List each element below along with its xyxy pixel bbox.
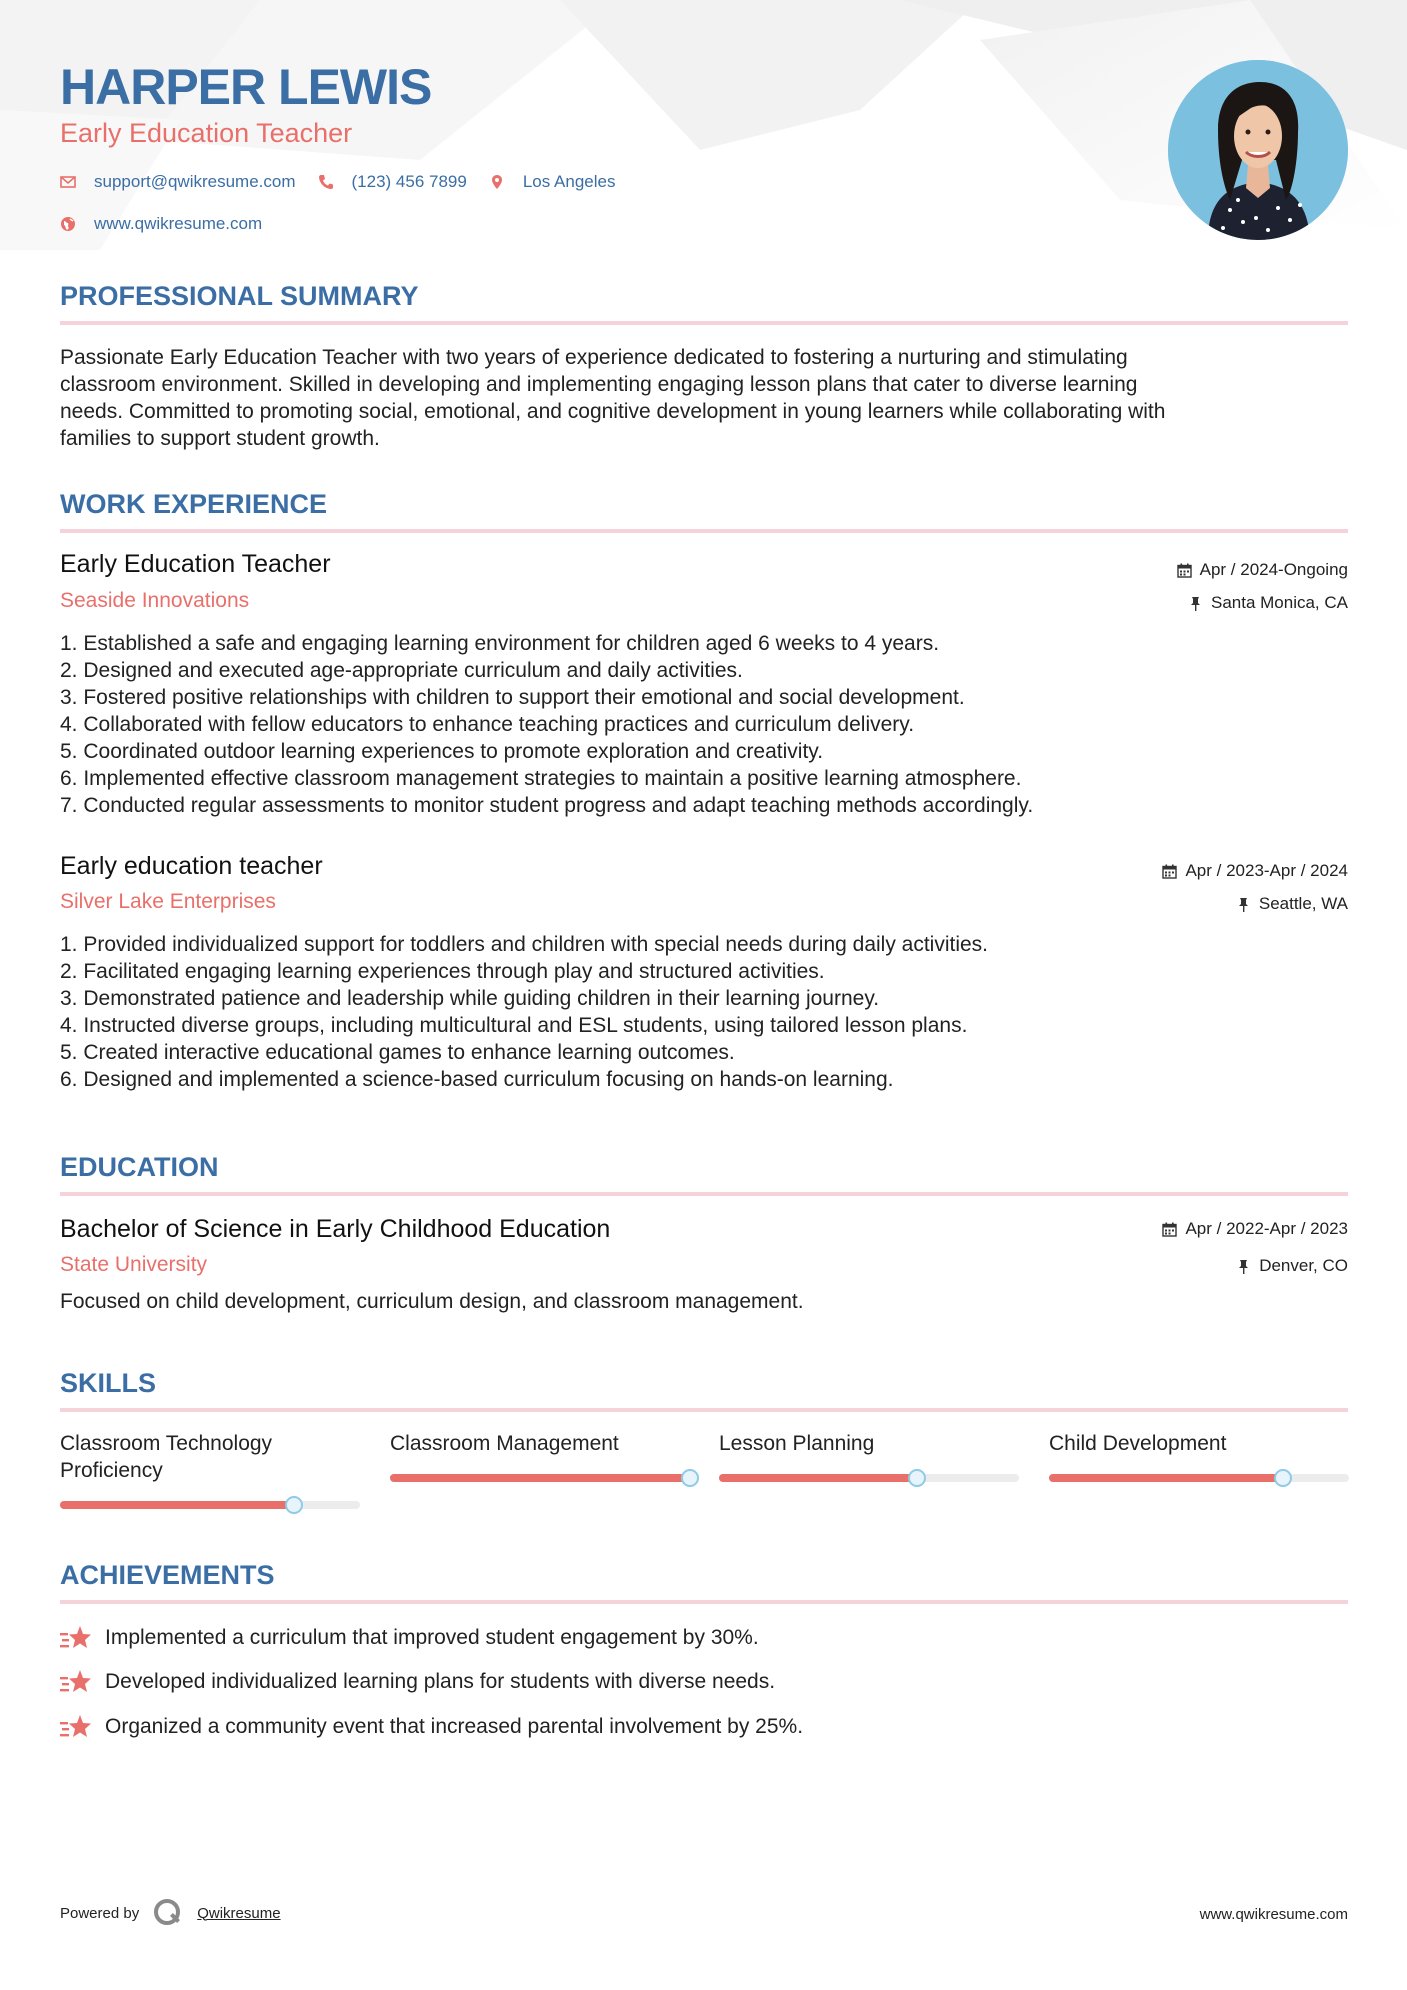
achievement-text: Organized a community event that increased parental involvement by 25%.: [105, 1715, 804, 1738]
list-item: 2. Facilitated engaging learning experiences through play and structured activities.: [60, 960, 825, 983]
education-location-text: Denver, CO: [1259, 1256, 1348, 1275]
summary-heading: PROFESSIONAL SUMMARY: [60, 281, 419, 311]
location-text: Los Angeles: [522, 172, 616, 191]
skill-bar-fill: [390, 1474, 690, 1482]
list-item: 4. Collaborated with fellow educators to enhance teaching practices and curriculum delivery.: [60, 713, 915, 736]
job-title: Early Education Teacher: [60, 550, 331, 578]
skill-bar-knob: [681, 1469, 699, 1487]
job-bullets: [60, 630, 1350, 819]
website-text: www.qwikresume.com: [94, 214, 263, 233]
school-name: State University: [60, 1253, 208, 1276]
company-name: Seaside Innovations: [60, 589, 250, 612]
skill-bar: [390, 1474, 690, 1482]
summary-line: Passionate Early Education Teacher with two years of experience dedicated to fostering a nurturing and stimulating: [60, 346, 1128, 369]
calendar-icon: [1162, 1222, 1177, 1237]
footer-powered-by: [60, 1898, 281, 1928]
experience-heading: WORK EXPERIENCE: [60, 489, 328, 519]
skill-bar-knob: [1274, 1469, 1292, 1487]
skill-bar: [719, 1474, 1019, 1482]
email-text: support@qwikresume.com: [94, 172, 296, 191]
job-bullets: [60, 931, 1350, 1093]
calendar-icon: [1177, 563, 1192, 578]
contact-row-1: [60, 172, 637, 192]
company-name: Silver Lake Enterprises: [60, 890, 276, 913]
skills-heading: SKILLS: [60, 1368, 157, 1398]
summary-line: classroom environment. Skilled in developing and implementing engaging lesson plans that cater to diverse learning: [60, 373, 1138, 396]
job-dates-text: Apr / 2023-Apr / 2024: [1185, 861, 1348, 880]
skill-bar-fill: [60, 1501, 294, 1509]
job-location-text: Santa Monica, CA: [1210, 593, 1348, 612]
shooting-star-icon: [60, 1668, 92, 1696]
summary-divider: [60, 321, 1348, 325]
skill-label: Lesson Planning: [719, 1432, 875, 1455]
job-location-text: Seattle, WA: [1258, 894, 1348, 913]
list-item: 7. Conducted regular assessments to monitor student progress and adapt teaching methods accordingly.: [60, 794, 1034, 817]
contact-email[interactable]: [60, 172, 296, 192]
achievement-text: Implemented a curriculum that improved student engagement by 30%.: [105, 1626, 759, 1649]
summary-line: families to support student growth.: [60, 427, 380, 450]
skill-bar: [1049, 1474, 1349, 1482]
education-dates-text: Apr / 2022-Apr / 2023: [1185, 1219, 1348, 1238]
achievement-text: Developed individualized learning plans for students with diverse needs.: [105, 1670, 776, 1693]
education-heading: EDUCATION: [60, 1152, 219, 1182]
list-item: 4. Instructed diverse groups, including multicultural and ESL students, using tailored lesson plans.: [60, 1014, 968, 1037]
job-location: [1188, 593, 1348, 613]
contact-row-2: [60, 214, 284, 234]
powered-by-label: Powered by: [60, 1904, 140, 1922]
achievements-heading: ACHIEVEMENTS: [60, 1560, 275, 1590]
phone-text: (123) 456 7899: [351, 172, 467, 191]
contact-website[interactable]: [60, 214, 262, 234]
list-item: 3. Demonstrated patience and leadership while guiding children in their learning journey.: [60, 987, 880, 1010]
skill-bar-knob: [285, 1496, 303, 1514]
globe-icon: [60, 216, 76, 232]
job-dates: [1162, 861, 1348, 881]
education-divider: [60, 1192, 1348, 1196]
contact-location: [489, 172, 616, 192]
experience-divider: [60, 529, 1348, 533]
shooting-star-icon: [60, 1713, 92, 1741]
skill-bar-fill: [1049, 1474, 1283, 1482]
profile-photo: [1168, 60, 1348, 240]
degree-title: Bachelor of Science in Early Childhood Education: [60, 1215, 611, 1243]
education-location: [1236, 1256, 1348, 1276]
calendar-icon: [1162, 864, 1177, 879]
list-item: 2. Designed and executed age-appropriate curriculum and daily activities.: [60, 659, 743, 682]
achievements-divider: [60, 1600, 1348, 1604]
skill-item: [390, 1430, 690, 1457]
skill-bar-knob: [908, 1469, 926, 1487]
contact-phone[interactable]: [318, 172, 467, 192]
job-dates: [1177, 560, 1348, 580]
list-item: 1. Provided individualized support for toddlers and children with special needs during daily activities.: [60, 933, 989, 956]
skill-item: [1049, 1430, 1349, 1457]
map-pin-icon: [489, 174, 505, 190]
list-item: 5. Coordinated outdoor learning experiences to promote exploration and creativity.: [60, 740, 824, 763]
achievement-item: [60, 1713, 803, 1741]
skill-bar-fill: [719, 1474, 917, 1482]
skill-label: Classroom Technology Proficiency: [60, 1432, 273, 1482]
candidate-title: Early Education Teacher: [60, 118, 353, 148]
list-item: 1. Established a safe and engaging learning environment for children aged 6 weeks to 4 years.: [60, 632, 940, 655]
job-location: [1236, 894, 1348, 914]
summary-text: [60, 344, 1350, 452]
skill-item: [60, 1430, 360, 1484]
education-dates: [1162, 1219, 1348, 1239]
pushpin-icon: [1236, 1259, 1251, 1274]
pushpin-icon: [1188, 596, 1203, 611]
skill-item: [719, 1430, 1019, 1457]
list-item: 5. Created interactive educational games to enhance learning outcomes.: [60, 1041, 735, 1064]
phone-icon: [318, 174, 334, 190]
list-item: 6. Designed and implemented a science-based curriculum focusing on hands-on learning.: [60, 1068, 894, 1091]
summary-line: needs. Committed to promoting social, emotional, and cognitive development in young learners while collaborating with: [60, 400, 1166, 423]
skill-bar: [60, 1501, 360, 1509]
achievement-item: [60, 1668, 775, 1696]
list-item: 6. Implemented effective classroom management strategies to maintain a positive learning atmosphere.: [60, 767, 1022, 790]
skill-label: Classroom Management: [390, 1432, 619, 1455]
qwikresume-logo-icon: [153, 1898, 183, 1928]
skill-label: Child Development: [1049, 1432, 1227, 1455]
education-description: Focused on child development, curriculum design, and classroom management.: [60, 1290, 804, 1313]
footer-url[interactable]: www.qwikresume.com: [1199, 1906, 1348, 1923]
job-title: Early education teacher: [60, 852, 323, 880]
envelope-icon: [60, 174, 76, 190]
skills-divider: [60, 1408, 1348, 1412]
brand-link[interactable]: Qwikresume: [197, 1904, 281, 1922]
job-dates-text: Apr / 2024-Ongoing: [1199, 560, 1348, 579]
pushpin-icon: [1236, 897, 1251, 912]
list-item: 3. Fostered positive relationships with children to support their emotional and social development.: [60, 686, 965, 709]
achievement-item: [60, 1624, 759, 1652]
shooting-star-icon: [60, 1624, 92, 1652]
candidate-name: HARPER LEWIS: [60, 59, 432, 115]
